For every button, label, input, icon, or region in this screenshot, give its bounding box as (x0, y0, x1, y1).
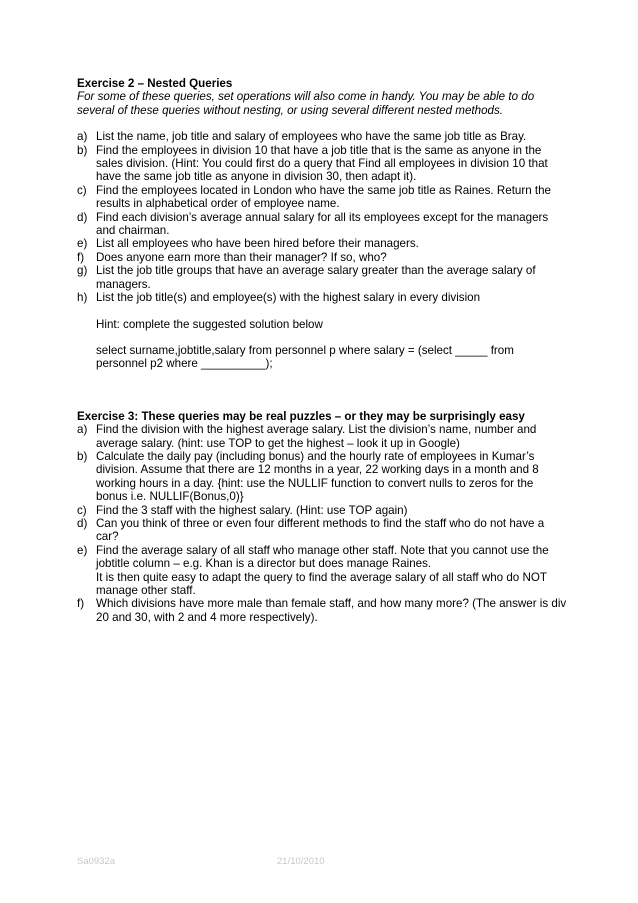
list-item (77, 237, 567, 250)
item-text: Calculate the daily pay (including bonus) and the hourly rate of employees in Kumar’s division. Assume that there are 12 months in a year, 22 working days in a month and 8 working hours in a day. {hint: use the NULLIF function to convert nulls to zeros for the bonus i.e. NULLIF(Bonus,0)} (96, 449, 539, 504)
hint-text: Hint: complete the suggested solution below (96, 317, 323, 331)
item-text: List all employees who have been hired before their managers. (96, 237, 419, 251)
item-marker: f) (77, 250, 85, 264)
list-item (77, 423, 567, 450)
document-content (77, 77, 567, 624)
item-text: List the job title groups that have an average salary greater than the average salary of managers. (96, 264, 536, 291)
list-item (77, 251, 567, 264)
item-text: Find the employees located in London who have the same job title as Raines. Return the results in alphabetical order of employee name. (96, 183, 552, 211)
item-text: Which divisions have more male than female staff, and how many more? (The answer is div 20 and 30, with 2 and 4 more respectively). (96, 597, 567, 624)
list-item (77, 517, 567, 544)
item-marker: f) (77, 597, 85, 611)
item-text: Does anyone earn more than their manager? If so, who? (96, 250, 387, 264)
item-text: Find the 3 staff with the highest salary. (Hint: use TOP again) (96, 503, 408, 517)
item-text: Find the average salary of all staff who manage other staff. Note that you cannot use the jobtitle column – e.g. Khan is a director but does manage Raines. (96, 543, 549, 571)
item-text-continued: It is then quite easy to adapt the query to find the average salary of all staff who do NOT manage other staff. (96, 570, 547, 597)
exercise2-heading: Exercise 2 – Nested Queries (77, 77, 233, 90)
item-text: Find the division with the highest average salary. List the division’s name, number and average salary. (hint: use TOP to get the highest – look it up in Google) (96, 423, 537, 450)
item-marker: g) (77, 264, 88, 278)
item-marker: c) (77, 183, 87, 197)
list-item (77, 504, 567, 517)
exercise2-question-list (77, 130, 567, 304)
item-text: Can you think of three or even four different methods to find the staff who do not have a car? (96, 516, 545, 544)
footer-document-code: Sa0932a (77, 856, 116, 867)
list-item (77, 130, 567, 143)
item-text: Find each division’s average annual salary for all its employees except for the managers and chairman. (96, 210, 549, 238)
item-text: List the name, job title and salary of employees who have the same job title as Bray. (96, 130, 527, 144)
footer-date: 21/10/2010 (277, 856, 325, 867)
list-item (77, 184, 567, 211)
list-item (77, 144, 567, 184)
list-item (77, 291, 567, 304)
item-marker: b) (77, 143, 88, 157)
item-marker: d) (77, 516, 88, 530)
list-item (77, 211, 567, 238)
exercise3-heading: Exercise 3: These queries may be real puzzles – or they may be surprisingly easy (77, 409, 525, 423)
exercise3-question-list (77, 423, 567, 624)
list-item (77, 264, 567, 291)
item-marker: a) (77, 423, 88, 437)
item-marker: c) (77, 503, 87, 517)
item-marker: e) (77, 237, 88, 251)
list-item (77, 597, 567, 624)
exercise2-intro: For some of these queries, set operations will also come in handy. You may be able to do several of these queries without nesting, or using several different nested methods. (77, 90, 535, 117)
item-marker: h) (77, 291, 88, 305)
list-item (77, 450, 567, 504)
item-marker: d) (77, 210, 88, 224)
item-text: Find the employees in division 10 that have a job title that is the same as anyone in the sales division. (Hint: You could first do a query that Find all employees in division 10 that have the same job title as anyone in division 30, then adapt it). (96, 143, 548, 184)
item-marker: e) (77, 543, 88, 557)
item-text: List the job title(s) and employee(s) with the highest salary in every division (96, 291, 481, 305)
suggested-solution-code: select surname,jobtitle,salary from personnel p where salary = (select _____ from personnel p2 where __________); (96, 343, 514, 371)
list-item (77, 544, 567, 598)
item-marker: b) (77, 449, 88, 463)
item-marker: a) (77, 130, 88, 144)
